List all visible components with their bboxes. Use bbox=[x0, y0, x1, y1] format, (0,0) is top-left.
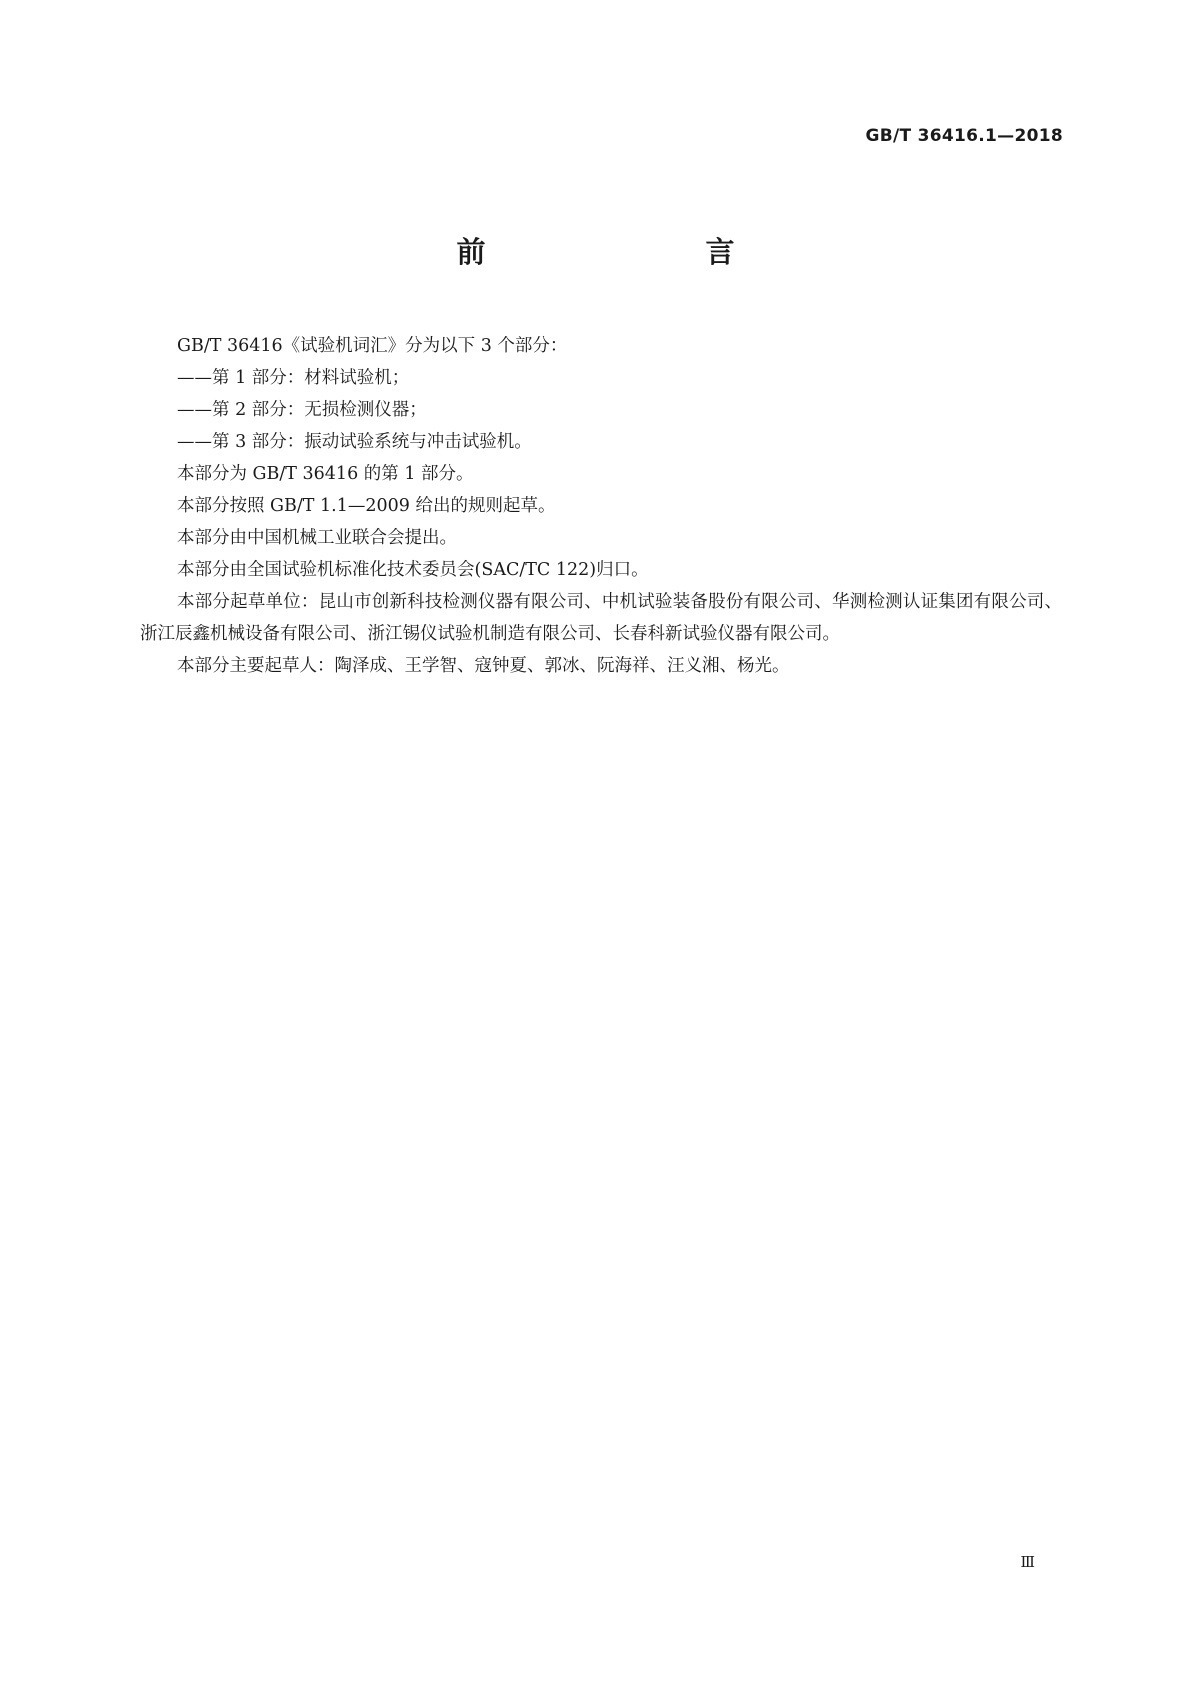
paragraph-drafters: 本部分主要起草人：陶泽成、王学智、寇钟夏、郭冰、阮海祥、汪义湘、杨光。 bbox=[177, 656, 790, 676]
standard-number: GB/T 36416.1—2018 bbox=[865, 126, 1063, 146]
paragraph-part-statement: 本部分为 GB/T 36416 的第 1 部分。 bbox=[177, 464, 474, 484]
paragraph-drafting-units: 本部分起草单位：昆山市创新科技检测仪器有限公司、中机试验装备股份有限公司、华测检测认证集团有限公司、浙江辰鑫机械设备有限公司、浙江锡仪试验机制造有限公司、长春科新试验仪器有限公司。 bbox=[140, 592, 1062, 644]
page-number: Ⅲ bbox=[1020, 1553, 1035, 1571]
page-title: 前 言 bbox=[456, 235, 789, 269]
paragraph-proposer: 本部分由中国机械工业联合会提出。 bbox=[177, 528, 457, 548]
paragraph-parts-intro: GB/T 36416《试验机词汇》分为以下 3 个部分： bbox=[177, 336, 568, 356]
list-item-part-2: ——第 2 部分：无损检测仪器； bbox=[177, 400, 427, 420]
paragraph-administration: 本部分由全国试验机标准化技术委员会(SAC/TC 122)归口。 bbox=[177, 560, 649, 580]
list-item-part-3: ——第 3 部分：振动试验系统与冲击试验机。 bbox=[177, 432, 532, 452]
foreword-body bbox=[140, 330, 1062, 682]
list-item-part-1: ——第 1 部分：材料试验机； bbox=[177, 368, 410, 388]
paragraph-drafting-rules: 本部分按照 GB/T 1.1—2009 给出的规则起草。 bbox=[177, 496, 556, 516]
